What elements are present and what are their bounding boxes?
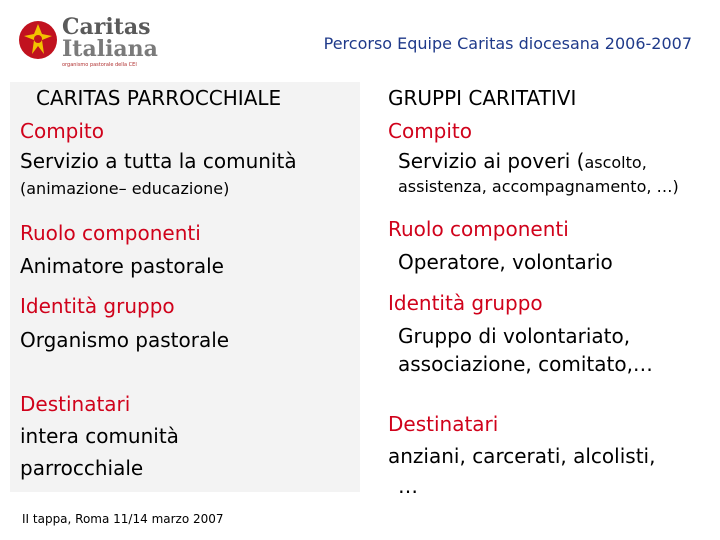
caritas-logo — [18, 14, 158, 70]
right-compito-value — [398, 151, 647, 171]
left-identita-value: Organismo pastorale — [20, 328, 230, 352]
left-compito-note: (animazione– educazione) — [20, 179, 230, 198]
right-identita-value-1: Gruppo di volontariato, — [398, 324, 631, 348]
footer-text: II tappa, Roma 11/14 marzo 2007 — [22, 512, 224, 526]
left-ruolo-label: Ruolo componenti — [20, 221, 201, 245]
right-compito-label: Compito — [388, 119, 473, 143]
left-compito-label: Compito — [20, 119, 105, 143]
left-heading: CARITAS PARROCCHIALE — [36, 86, 282, 110]
right-compito-small: ascolto, — [584, 153, 647, 172]
right-destinatari-value-2: … — [398, 474, 418, 498]
left-identita-label: Identità gruppo — [20, 294, 175, 318]
page-title: Percorso Equipe Caritas diocesana 2006-2007 — [323, 34, 692, 53]
right-identita-value-2: associazione, comitato,… — [398, 352, 653, 376]
right-ruolo-label: Ruolo componenti — [388, 217, 569, 241]
logo-word-italiana: Italiana — [62, 36, 158, 62]
left-compito-value: Servizio a tutta la comunità — [20, 149, 297, 173]
caritas-cross-icon — [18, 18, 58, 62]
right-destinatari-value-1: anziani, carcerati, alcolisti, — [388, 444, 656, 468]
right-compito-main: Servizio ai poveri ( — [398, 149, 585, 173]
right-compito-note: assistenza, accompagnamento, …) — [398, 177, 679, 196]
left-destinatari-value-1: intera comunità — [20, 424, 179, 448]
left-column-panel — [10, 82, 360, 492]
left-destinatari-value-2: parrocchiale — [20, 456, 144, 480]
left-destinatari-label: Destinatari — [20, 392, 131, 416]
left-ruolo-value: Animatore pastorale — [20, 254, 224, 278]
right-ruolo-value: Operatore, volontario — [398, 250, 613, 274]
right-identita-label: Identità gruppo — [388, 291, 543, 315]
right-heading: GRUPPI CARITATIVI — [388, 86, 577, 110]
logo-tagline: organismo pastorale della CEI — [62, 62, 137, 68]
logo-word-caritas: Caritas — [62, 14, 151, 40]
right-destinatari-label: Destinatari — [388, 412, 499, 436]
